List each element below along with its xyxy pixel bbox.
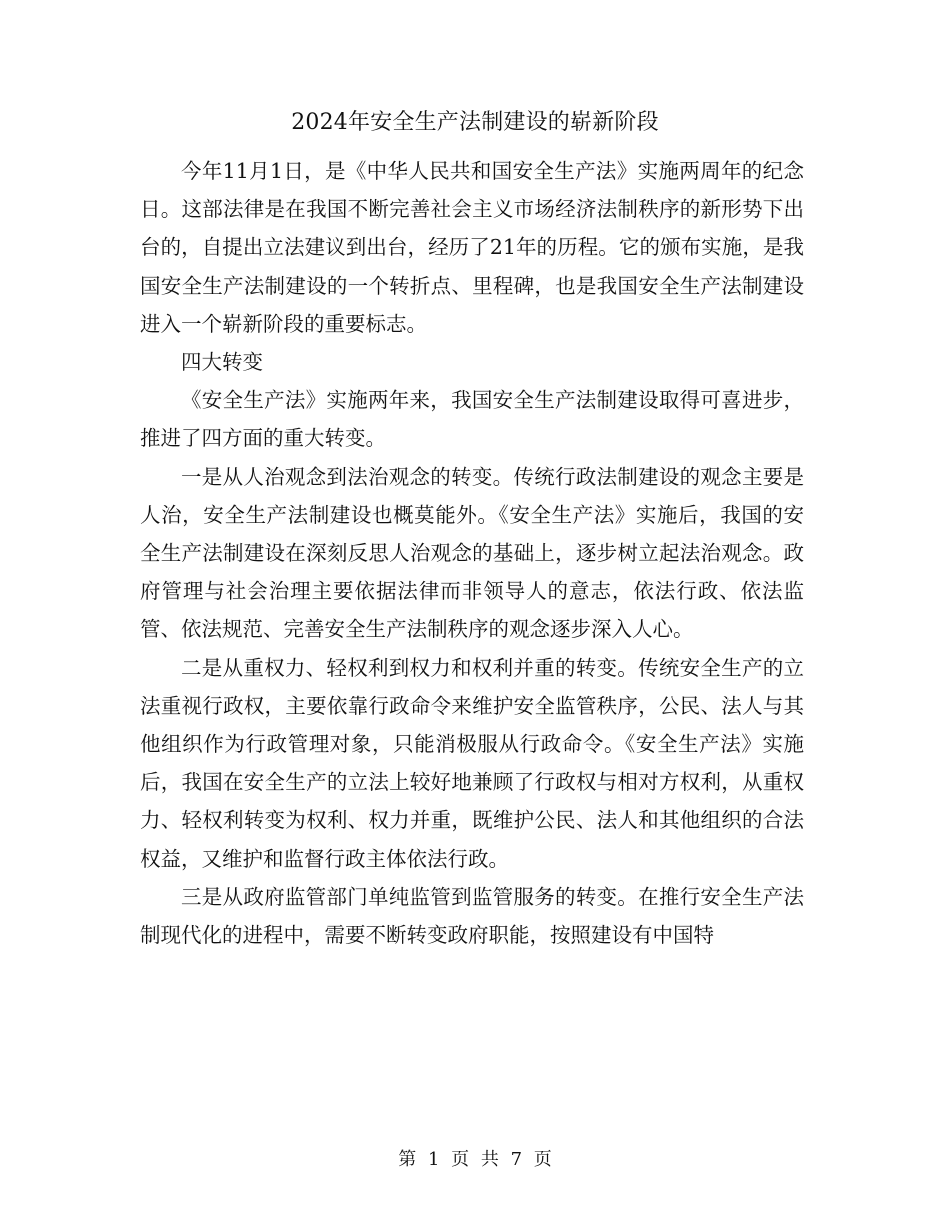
page-label-prefix: 第 [398, 1149, 417, 1170]
paragraph-intro: 今年11月1日，是《中华人民共和国安全生产法》实施两周年的纪念日。这部法律是在我国不断完善社会主义市场经济法制秩序的新形势下出台的，自提出立法建议到出台，经历了21年的历程。它的颁布实施，是我国安全生产法制建设的一个转折点、里程碑，也是我国安全生产法制建设进入一个崭新阶段的重要标志。 [140, 159, 804, 336]
page-label-suffix: 页 [533, 1149, 552, 1170]
paragraph-change-two: 二是从重权力、轻权利到权力和权利并重的转变。传统安全生产的立法重视行政权，主要依靠行政命令来维护安全监管秩序，公民、法人与其他组织作为行政管理对象，只能消极服从行政命令。《安全生产法》实施后，我国在安全生产的立法上较好地兼顾了行政权与相对方权利，从重权力、轻权利转变为权利、权力并重，既维护公民、法人和其他组织的合法权益，又维护和监督行政主体依法行政。 [140, 655, 804, 871]
paragraph-change-one: 一是从人治观念到法治观念的转变。传统行政法制建设的观念主要是人治，安全生产法制建设也概莫能外。《安全生产法》实施后，我国的安全生产法制建设在深刻反思人治观念的基础上，逐步树立起法治观念。政府管理与社会治理主要依据法律而非领导人的意志，依法行政、依法监管、依法规范、完善安全生产法制秩序的观念逐步深入人心。 [140, 464, 804, 642]
paragraph-overview: 《安全生产法》实施两年来，我国安全生产法制建设取得可喜进步，推进了四方面的重大转变。 [140, 388, 804, 451]
page-footer [0, 1145, 950, 1175]
document-title: 2024年安全生产法制建设的崭新阶段 [291, 110, 659, 135]
page-label-middle: 页 [451, 1149, 470, 1170]
paragraph-change-three: 三是从政府监管部门单纯监管到监管服务的转变。在推行安全生产法制现代化的进程中，需要不断转变政府职能，按照建设有中国特 [140, 884, 804, 948]
total-pages-number: 7 [510, 1149, 523, 1170]
section-heading-four-changes: 四大转变 [181, 350, 263, 375]
document-body [140, 152, 804, 954]
total-label: 共 [480, 1149, 499, 1170]
current-page-number: 1 [427, 1149, 440, 1170]
